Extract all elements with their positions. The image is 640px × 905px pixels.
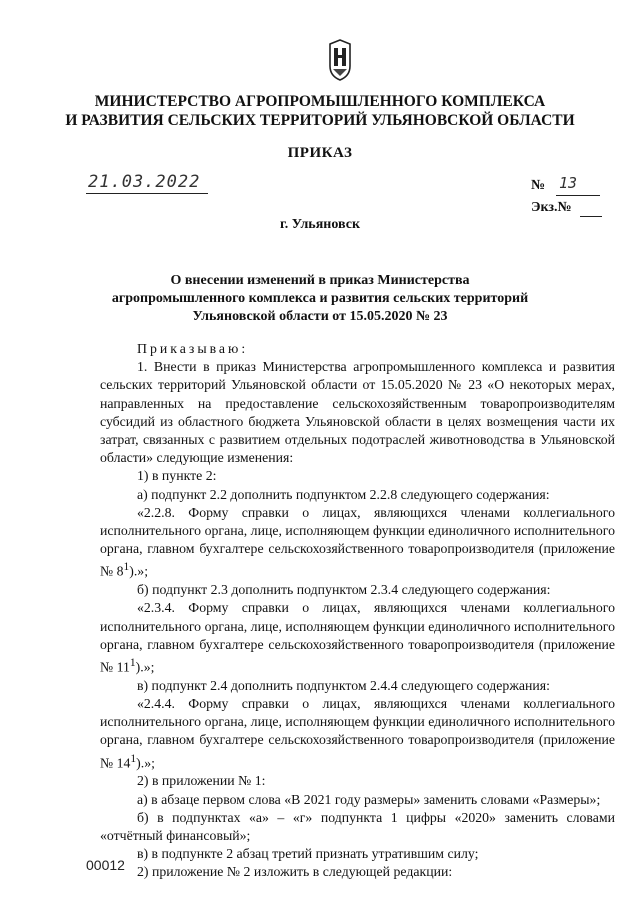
ministry-name xyxy=(60,92,580,130)
subject-line3: Ульяновской области от 15.05.2020 № 23 xyxy=(192,309,448,324)
ministry-name-line2: И РАЗВИТИЯ СЕЛЬСКИХ ТЕРРИТОРИЙ УЛЬЯНОВСКОЙ ОБЛАСТИ xyxy=(65,112,575,129)
document-date: 21.03.2022 xyxy=(88,172,201,192)
subject-line2: агропромышленного комплекса и развития сельских территорий xyxy=(111,291,529,306)
subject-line1: О внесении изменений в приказ Министерства xyxy=(170,273,470,288)
document-number: 13 xyxy=(559,174,578,192)
paragraph-9: 2) в приложении № 1: xyxy=(137,773,266,789)
number-label: № xyxy=(531,178,546,193)
document-type: ПРИКАЗ xyxy=(287,145,353,161)
date-underline xyxy=(86,193,208,194)
order-word: Приказываю: xyxy=(137,341,249,356)
footer-page-code: 00012 xyxy=(86,857,125,873)
paragraph-6-text: «2.3.4. Форму справки о лицах, являющихся членами коллегиального исполнительного органа, лице, исполняющем функции единоличного исполнительного органа, главном бухгалтере сельскохозяйственного товаропроизводителя (приложение № 11 xyxy=(100,600,615,675)
paragraph-5: б) подпункт 2.3 дополнить подпунктом 2.3.4 следующего содержания: xyxy=(137,582,551,598)
paragraph-12: в) в подпункте 2 абзац третий признать утратившим силу; xyxy=(137,846,479,862)
city: г. Ульяновск xyxy=(279,217,361,232)
paragraph-4-end: ).»; xyxy=(129,564,149,580)
paragraph-8-sup: 1 xyxy=(130,752,137,765)
paragraph-6-end: ).»; xyxy=(135,659,155,675)
paragraph-4 xyxy=(100,504,615,581)
paragraph-8 xyxy=(100,695,615,772)
paragraph-6-sup: 1 xyxy=(129,657,136,670)
paragraph-13: 2) приложение № 2 изложить в следующей редакции: xyxy=(137,864,453,880)
copy-number-underline xyxy=(580,216,602,217)
paragraph-4-sup: 1 xyxy=(123,561,130,574)
paragraph-2: 1) в пункте 2: xyxy=(137,468,217,484)
paragraph-8-end: ).»; xyxy=(136,755,155,771)
copy-number-label: Экз.№ xyxy=(531,200,572,215)
paragraph-4-text: «2.2.8. Форму справки о лицах, являющихся членами коллегиального исполнительного органа, лице, исполняющем функции единоличного исполнительного органа, главном бухгалтере сельскохозяйственного товаропроизводителя (приложение № 8 xyxy=(100,504,615,580)
paragraph-11: б) в подпунктах «а» – «г» подпункта 1 цифры «2020» заменить словами «отчётный финансовый»; xyxy=(100,809,615,844)
paragraph-6 xyxy=(100,599,615,676)
paragraph-8-text: «2.4.4. Форму справки о лицах, являющихся членами коллегиального исполнительного органа, лице, исполняющем функции единоличного исполнительного органа, главном бухгалтере сельскохозяйственного товаропроизводителя (приложение № 14 xyxy=(100,696,615,771)
paragraph-1: 1. Внести в приказ Министерства агропромышленного комплекса и развития сельских территорий Ульяновской области от 15.05.2020 № 23 «О некоторых мерах, направленных на предоставление сельскохозяйственным товаропроизводителям субсидий из областного бюджета Ульяновской области в целях возмещения части их затрат, связанных с развитием отдельных подотраслей животноводства в Ульяновской области» следующие изменения: xyxy=(100,359,615,466)
paragraph-7: в) подпункт 2.4 дополнить подпунктом 2.4.4 следующего содержания: xyxy=(137,677,550,693)
paragraph-3: а) подпункт 2.2 дополнить подпунктом 2.2.8 следующего содержания: xyxy=(137,486,550,502)
coat-of-arms-icon xyxy=(327,38,353,82)
document-subject xyxy=(80,272,560,326)
document-body xyxy=(100,340,615,882)
number-underline xyxy=(556,195,600,196)
paragraph-10: а) в абзаце первом слова «В 2021 году размеры» заменить словами «Размеры»; xyxy=(137,791,601,807)
ministry-name-line1: МИНИСТЕРСТВО АГРОПРОМЫШЛЕННОГО КОМПЛЕКСА xyxy=(94,93,546,110)
